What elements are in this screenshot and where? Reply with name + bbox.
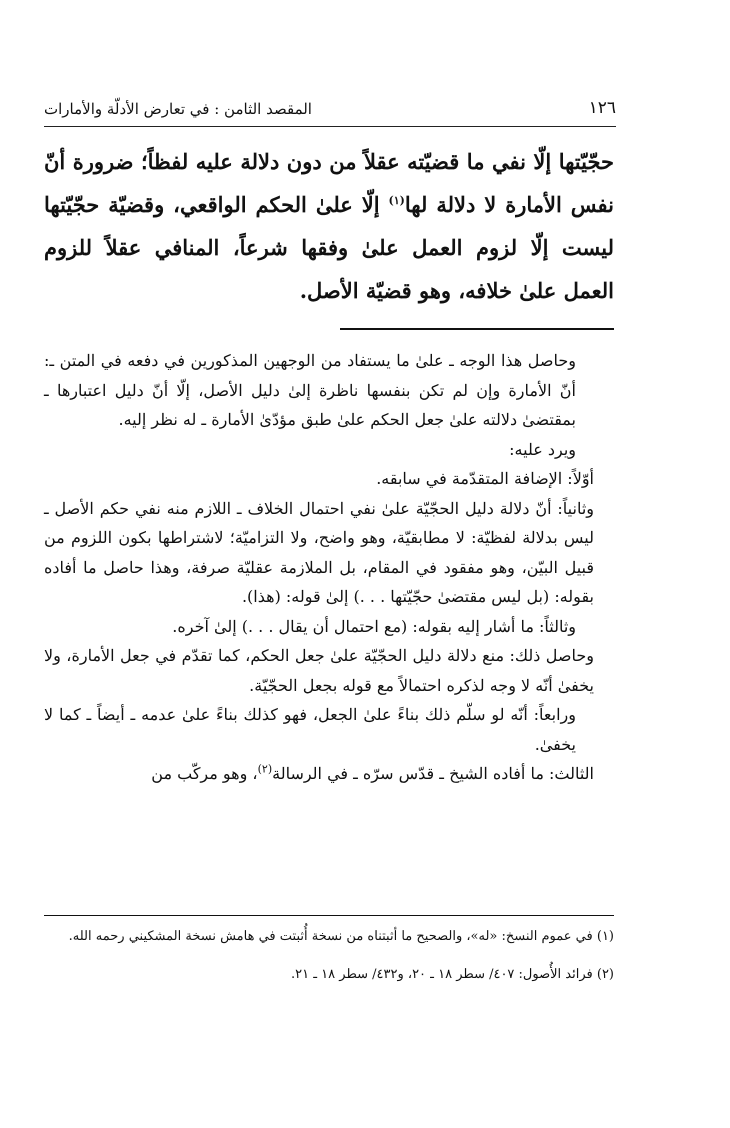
main-paragraph-part2: إلّا علىٰ الحكم الواقعي، وقضيّة حجّيّتها ليست إلّا لزوم العمل علىٰ وفقها شرعاً، المنافي عقلاً للزوم العمل علىٰ خلافه، وهو قضيّة الأصل. xyxy=(44,192,614,303)
footnote-2: (٢) فرائد الأُصول: ٤٠٧/ سطر ١٨ ـ ٢٠، و٤٣٢/ سطر ١٨ ـ ٢١. xyxy=(290,967,614,982)
footnote-marker-2: (٢) xyxy=(257,762,273,776)
commentary-paragraph-3: أوّلاً: الإضافة المتقدّمة في سابقه. xyxy=(376,469,594,488)
commentary-paragraph-6: وحاصل ذلك: منع دلالة دليل الحجّيّة علىٰ جعل الحكم، كما تقدّم في جعل الأمارة، ولا يخفىٰ أنّه لا وجه لذكره احتمالاً مع قوله بجعل الحجّيّة. xyxy=(44,646,594,695)
running-header-title: المقصد الثامن : في تعارض الأدلّة والأمارات xyxy=(44,100,312,118)
commentary-paragraph-5: وثالثاً: ما أشار إليه بقوله: (مع احتمال أن يقال . . .) إلىٰ آخره. xyxy=(172,616,576,636)
commentary-paragraph-7: ورابعاً: أنّه لو سلّم ذلك بناءً علىٰ الجعل، فهو كذلك بناءً علىٰ عدمه ـ أيضاً ـ كما لا يخفىٰ. xyxy=(44,705,577,754)
commentary-paragraph-2: ويرد عليه: xyxy=(509,439,576,459)
commentary-paragraph-4: وثانياً: أنّ دلالة دليل الحجّيّة علىٰ نفي احتمال الخلاف ـ اللازم منه نفي حكم الأصل ـ ليس بدلالة لفظيّة: لا مطابقيّة، وهو واضح، ولا التزاميّة؛ لاشتراطها بكون اللزوم من قبيل البيّن، وهو مفقود في المقام، بل الملازمة عقليّة صرفة، وهذا حاصل ما أفاده بقوله: (بل ليس مقتضىٰ حجّيّتها . . .) إلىٰ قوله: (هذا). xyxy=(44,498,594,606)
main-paragraph-part1: حجّيّتها إلّا نفي ما قضيّته عقلاً من دون دلالة عليه لفظاً؛ ضرورة أنّ نفس الأمارة لا دلالة لها xyxy=(44,149,614,217)
main-text-divider xyxy=(340,328,614,330)
footnote-marker-1: (١) xyxy=(388,194,405,207)
commentary xyxy=(44,346,614,789)
page-number: ١٢٦ xyxy=(588,98,616,118)
footnote-divider xyxy=(44,915,614,916)
commentary-paragraph-8-part2: ، وهو مركّب من xyxy=(151,764,258,783)
main-paragraph xyxy=(44,140,614,312)
commentary-paragraph-8-part1: الثالث: ما أفاده الشيخ ـ قدّس سرّه ـ في الرسالة xyxy=(272,764,594,783)
commentary-paragraph-1: وحاصل هذا الوجه ـ علىٰ ما يستفاد من الوجهين المذكورين في دفعه في المتن ـ: أنّ الأمارة وإن لم تكن بنفسها ناظرة إلىٰ دليل الأصل، إلّا أنّ دليل اعتبارها ـ بمقتضىٰ دلالته علىٰ جعل الحكم علىٰ طبق مؤدّىٰ الأمارة ـ له نظر إليه. xyxy=(44,351,576,429)
running-header xyxy=(44,96,616,127)
footnote-1: (١) في عموم النسخ: «له»، والصحيح ما أثبتناه من نسخة أُثبتت في هامش نسخة المشكيني رحمه الله. xyxy=(68,929,614,944)
commentary-paragraph-8 xyxy=(44,759,614,789)
footnotes xyxy=(44,926,614,986)
main-text xyxy=(44,140,614,312)
